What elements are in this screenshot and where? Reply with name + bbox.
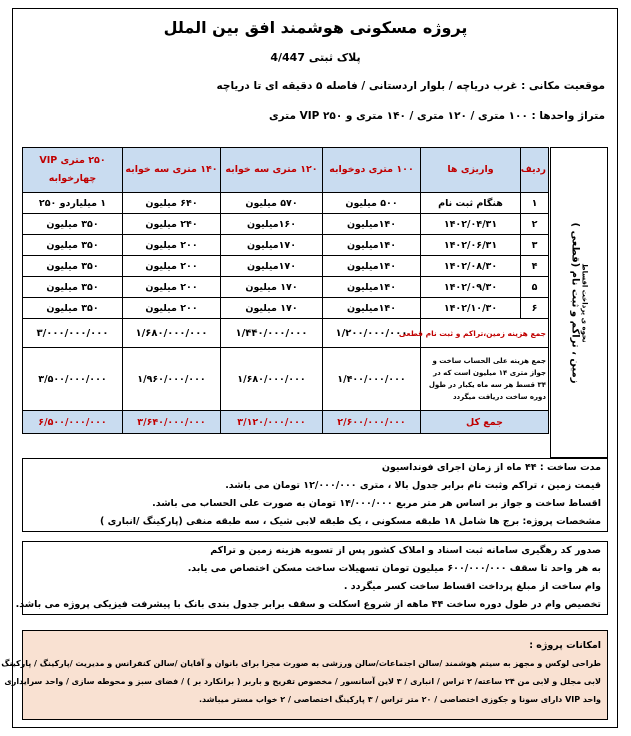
grand-total-250m: ۶/۵۰۰/۰۰۰/۰۰۰ (23, 411, 123, 434)
table-row (23, 277, 549, 298)
table-cell: ۱۷۰میلیون (221, 235, 323, 256)
table-cell: ۲ (521, 214, 549, 235)
table-cell: هنگام ثبت نام (421, 193, 521, 214)
table-header-row (23, 148, 549, 193)
loan-terms-line: به هر واحد تا سقف ۶۰۰/۰۰۰/۰۰۰ میلیون تومان تسهیلات ساخت مسکن اختصاص می یابد. (187, 563, 601, 574)
table-cell: ۱۷۰میلیون (221, 256, 323, 277)
table-cell: ۱۴۰میلیون (323, 298, 421, 319)
table-cell: ۱۴۰میلیون (323, 277, 421, 298)
table-cell: ۵۰۰ میلیون (323, 193, 421, 214)
location-line (217, 80, 605, 92)
build-total-row (23, 348, 549, 411)
header-250m-vip: ۲۵۰ متری VIP چهارخوابه (23, 148, 123, 193)
table-cell: ۵۷۰ میلیون (221, 193, 323, 214)
table-cell: ۱۷۰ میلیون (221, 298, 323, 319)
unit-sizes-label: متراژ واحدها : (531, 110, 605, 122)
payment-method-vertical-text (570, 222, 589, 383)
build-total-100m: ۱/۴۰۰/۰۰۰/۰۰۰ (323, 348, 421, 411)
table-cell: ۱۴۰۲/۰۸/۳۰ (421, 256, 521, 277)
grand-total-row (23, 411, 549, 434)
table-cell: ۱۷۰ میلیون (221, 277, 323, 298)
table-cell: ۲۰۰ میلیون (123, 298, 221, 319)
build-total-label: جمع هزینه علی الحساب ساخت و جواز متری ۱۴ میلیون است که در ۳۴ قسط هر سه ماه یکبار در طول دوره ساخت دریافت میگردد (421, 348, 549, 411)
table-cell: ۳۵۰ میلیون (23, 214, 123, 235)
table-cell: ۳ (521, 235, 549, 256)
header-120m: ۱۲۰ متری سه خوابه (221, 148, 323, 193)
table-cell: ۱ میلیاردو ۲۵۰ (23, 193, 123, 214)
table-cell: ۲۰۰ میلیون (123, 277, 221, 298)
table-cell: ۳۵۰ میلیون (23, 277, 123, 298)
table-cell: ۱۴۰۲/۰۴/۳۱ (421, 214, 521, 235)
grand-total-label: جمع کل (421, 411, 549, 434)
table-cell: ۶۴۰ میلیون (123, 193, 221, 214)
amenities-line: لابی مجلل و لابی من ۲۴ ساعته/ ۲ تراس / انباری / ۳ لاین آسانسور / مخصوص تفریح و باربر ( برانکارد بر ) / فضای سبز و محوطه سازی / واحد سرایداری (4, 677, 601, 686)
unit-sizes-text: ۱۰۰ متری / ۱۲۰ متری / ۱۴۰ متری و ۲۵۰ VIP متری (269, 110, 532, 122)
loan-terms-line: تخصیص وام در طول دوره ساخت ۴۴ ماهه از شروع اسکلت و سقف برابر جدول بندی بانک با پیشرفت فیزیکی پروژه می باشد. (15, 599, 601, 610)
table-cell: ۵ (521, 277, 549, 298)
table-cell: ۳۵۰ میلیون (23, 298, 123, 319)
grand-total-120m: ۳/۱۲۰/۰۰۰/۰۰۰ (221, 411, 323, 434)
construction-terms-line: قیمت زمین ، تراکم وثبت نام برابر جدول بالا ، متری ۱۲/۰۰۰/۰۰۰ تومان می باشد. (225, 480, 601, 491)
payment-method-sidebar (550, 147, 608, 458)
loan-terms-box (15, 541, 608, 615)
plate-number: پلاک ثبتی 4/447 (270, 51, 361, 64)
unit-sizes-line (269, 110, 605, 122)
header-140m: ۱۴۰ متری سه خوابه (123, 148, 221, 193)
amenities-line: واحد VIP دارای سونا و جکوزی اختصاصی / ۲۰ متر تراس / ۳ پارکینگ اختصاصی / ۲ خواب مستر میباشد. (199, 695, 601, 704)
location-label: موقعیت مکانی : (521, 80, 605, 92)
land-total-row (23, 319, 549, 348)
payment-table (22, 147, 549, 434)
header-row-number: ردیف (521, 148, 549, 193)
land-total-250m: ۳/۰۰۰/۰۰۰/۰۰۰ (23, 319, 123, 348)
table-cell: ۲۰۰ میلیون (123, 256, 221, 277)
table-cell: ۶ (521, 298, 549, 319)
page-title: پروژه مسکونی هوشمند افق بین الملل (163, 18, 468, 37)
table-cell: ۲۰۰ میلیون (123, 235, 221, 256)
grand-total-100m: ۲/۶۰۰/۰۰۰/۰۰۰ (323, 411, 421, 434)
table-cell: ۱۴۰میلیون (323, 214, 421, 235)
payment-method-title: نحوه ی پرداخت اقساط (580, 262, 589, 343)
construction-terms-box (22, 458, 608, 532)
table-row (23, 298, 549, 319)
table-cell: ۱۴۰۲/۱۰/۳۰ (421, 298, 521, 319)
construction-terms-line: اقساط ساخت و جواز بر اساس هر متر مربع ۱۴/۰۰۰/۰۰۰ تومان به صورت علی الحساب می باشد. (152, 498, 601, 509)
header-100m: ۱۰۰ متری دوخوابه (323, 148, 421, 193)
grand-total-140m: ۳/۶۴۰/۰۰۰/۰۰۰ (123, 411, 221, 434)
table-cell: ۱۶۰میلیون (221, 214, 323, 235)
table-cell: ۳۵۰ میلیون (23, 256, 123, 277)
amenities-title: امکانات پروژه : (529, 640, 601, 651)
land-total-label: جمع هزینه زمین،تراکم و ثبت نام قطعی (421, 319, 549, 348)
loan-terms-line: صدور کد رهگیری سامانه ثبت اسناد و املاک کشور پس از تسویه هزینه زمین و تراکم (210, 545, 601, 556)
amenities-line: طراحی لوکس و مجهز به سیتم هوشمند /سالن اجتماعات/سالن ورزشی به صورت مجزا برای بانوان و آقایان /سالن کنفرانس و مدیریت /پارکینگ / پارکینگ (1, 659, 601, 668)
header-payments: واریزی ها (421, 148, 521, 193)
table-cell: ۱۴۰میلیون (323, 256, 421, 277)
table-row (23, 235, 549, 256)
build-total-250m: ۳/۵۰۰/۰۰۰/۰۰۰ (23, 348, 123, 411)
table-cell: ۲۴۰ میلیون (123, 214, 221, 235)
land-total-100m: ۱/۲۰۰/۰۰۰/۰۰۰ (323, 319, 421, 348)
land-total-120m: ۱/۴۴۰/۰۰۰/۰۰۰ (221, 319, 323, 348)
payment-method-subtitle: زمین ، تراکم و ثبت نام (قطعی ) (569, 222, 581, 383)
construction-terms-line: مدت ساخت : ۴۴ ماه از زمان اجرای فونداسیون (381, 462, 601, 473)
table-cell: ۳۵۰ میلیون (23, 235, 123, 256)
table-row (23, 193, 549, 214)
location-text: غرب دریاچه / بلوار اردستانی / فاصله ۵ دقیقه ای تا دریاچه (216, 80, 522, 92)
build-total-120m: ۱/۶۸۰/۰۰۰/۰۰۰ (221, 348, 323, 411)
table-cell: ۱ (521, 193, 549, 214)
table-cell: ۱۴۰۲/۰۶/۳۱ (421, 235, 521, 256)
table-cell: ۱۴۰۲/۰۹/۳۰ (421, 277, 521, 298)
table-row (23, 214, 549, 235)
table-cell: ۴ (521, 256, 549, 277)
loan-terms-line: وام ساخت از مبلغ پرداخت اقساط ساخت کسر میگردد . (343, 581, 601, 592)
land-total-140m: ۱/۶۸۰/۰۰۰/۰۰۰ (123, 319, 221, 348)
table-cell: ۱۴۰میلیون (323, 235, 421, 256)
build-total-140m: ۱/۹۶۰/۰۰۰/۰۰۰ (123, 348, 221, 411)
amenities-box (1, 630, 608, 720)
construction-terms-line: مشخصات پروژه: برج ها شامل ۱۸ طبقه مسکونی ، یک طبقه لابی شیک ، سه طبقه منفی (پارکینگ /انباری ) (99, 516, 601, 527)
table-row (23, 256, 549, 277)
